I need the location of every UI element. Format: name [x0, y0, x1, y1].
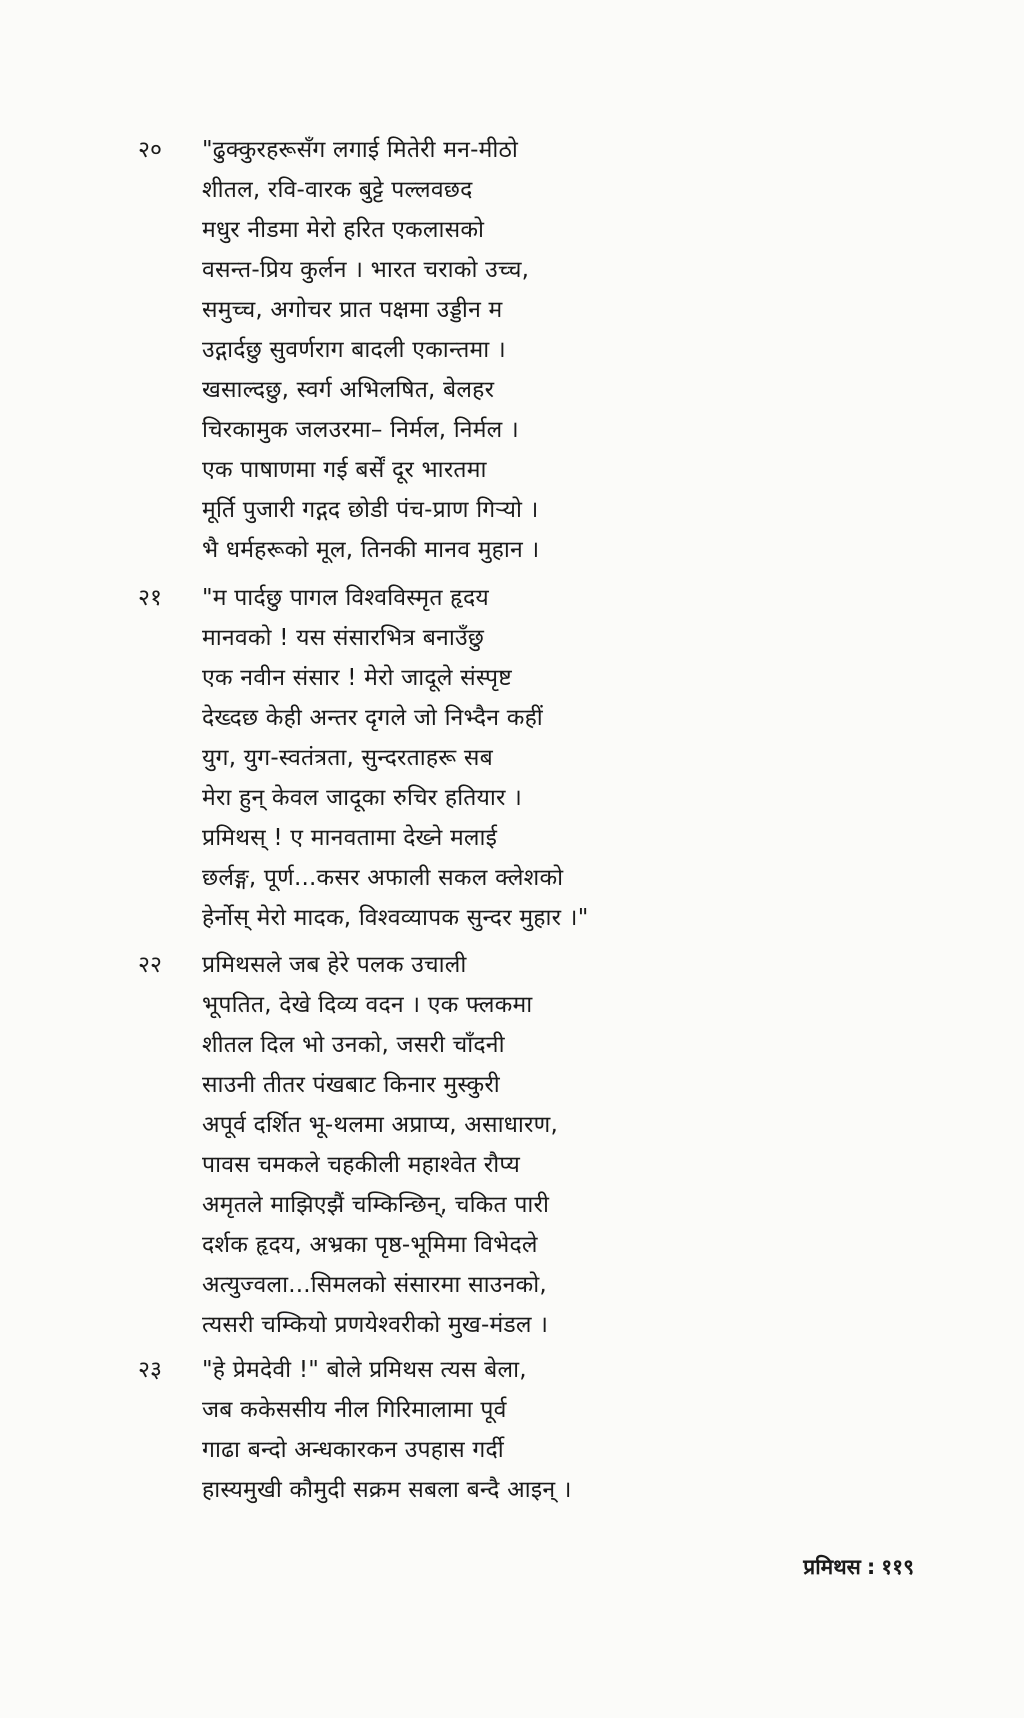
- verse-line: मेरा हुन् केवल जादूका रुचिर हतियार ।: [202, 785, 523, 811]
- verse-line: "हे प्रेमदेवी !" बोले प्रमिथस त्यस बेला,: [202, 1357, 527, 1383]
- stanza-number: २०: [138, 137, 162, 163]
- verse-line: भै धर्महरूको मूल, तिनकी मानव मुहान ।: [202, 537, 540, 563]
- verse-line: वसन्त-प्रिय कुर्लन । भारत चराको उच्च,: [202, 257, 530, 283]
- verse-line: दर्शक हृदय, अभ्रका पृष्ठ-भूमिमा विभेदले: [202, 1232, 538, 1258]
- stanza-number: २२: [138, 952, 162, 978]
- verse-line: चिरकामुक जलउरमा– निर्मल, निर्मल ।: [202, 417, 519, 443]
- verse-line: मधुर नीडमा मेरो हरित एकलासको: [202, 217, 485, 243]
- verse-line: एक नवीन संसार ! मेरो जादूले संस्पृष्ट: [202, 665, 512, 691]
- stanza-number: २३: [138, 1357, 162, 1383]
- verse-line: हास्यमुखी कौमुदी सक्रम सबला बन्दै आइन् ।: [202, 1477, 572, 1503]
- verse-line: खसाल्दछु, स्वर्ग अभिलषित, बेलहर: [202, 377, 495, 403]
- stanza-lines: [202, 1350, 942, 1510]
- verse-line: शीतल, रवि-वारक बुट्टे पल्लवछद: [202, 177, 473, 203]
- verse-line: "म पार्दछु पागल विश्वविस्मृत हृदय: [202, 585, 489, 611]
- stanza-number: २१: [138, 585, 162, 611]
- verse-line: अमृतले माझिएझैं चम्किन्छिन्, चकित पारी: [202, 1192, 550, 1218]
- stanza-lines: [202, 578, 942, 938]
- footer-separator: :: [866, 1555, 876, 1579]
- running-title: प्रमिथस: [803, 1555, 861, 1579]
- verse-line: भूपतित, देखे दिव्य वदन । एक फ्लकमा: [202, 992, 533, 1018]
- verse-line: मानवको ! यस संसारभित्र बनाउँछु: [202, 625, 485, 651]
- page-footer: [803, 1552, 914, 1582]
- stanza-lines: [202, 130, 942, 570]
- verse-line: गाढा बन्दो अन्धकारकन उपहास गर्दी: [202, 1437, 504, 1463]
- verse-line: शीतल दिल भो उनको, जसरी चाँदनी: [202, 1032, 505, 1058]
- verse-line: प्रमिथस् ! ए मानवतामा देख्ने मलाई: [202, 825, 498, 851]
- verse-line: साउनी तीतर पंखबाट किनार मुस्कुरी: [202, 1072, 500, 1098]
- verse-line: जब ककेससीय नील गिरिमालामा पूर्व: [202, 1397, 507, 1423]
- verse-line: छर्लङ्ग, पूर्ण...कसर अफाली सकल क्लेशको: [202, 865, 564, 891]
- verse-line: मूर्ति पुजारी गद्गद छोडी पंच-प्राण गिऱ्यो ।: [202, 497, 539, 523]
- verse-line: पावस चमकले चहकीली महाश्वेत रौप्य: [202, 1152, 521, 1178]
- verse-line: त्यसरी चम्कियो प्रणयेश्वरीको मुख-मंडल ।: [202, 1312, 549, 1338]
- verse-line: हेर्नोस् मेरो मादक, विश्वव्यापक सुन्दर मुहार ।": [202, 905, 589, 931]
- verse-line: देख्दछ केही अन्तर दृगले जो निभ्दैन कहीं: [202, 705, 543, 731]
- verse-line: समुच्च, अगोचर प्रात पक्षमा उड्डीन म: [202, 297, 503, 323]
- verse-line: एक पाषाणमा गई बर्सें दूर भारतमा: [202, 457, 487, 483]
- verse-line: "ढुक्कुरहरूसँग लगाई मितेरी मन-मीठो: [202, 137, 519, 163]
- verse-line: अपूर्व दर्शित भू-थलमा अप्राप्य, असाधारण,: [202, 1112, 558, 1138]
- page-number: ११९: [881, 1555, 914, 1579]
- stanza-lines: [202, 945, 942, 1345]
- verse-line: उद्गार्दछु सुवर्णराग बादली एकान्तमा ।: [202, 337, 506, 363]
- verse-line: अत्युज्वला...सिमलको संसारमा साउनको,: [202, 1272, 547, 1298]
- verse-line: प्रमिथसले जब हेरे पलक उचाली: [202, 952, 467, 978]
- verse-line: युग, युग-स्वतंत्रता, सुन्दरताहरू सब: [202, 745, 493, 771]
